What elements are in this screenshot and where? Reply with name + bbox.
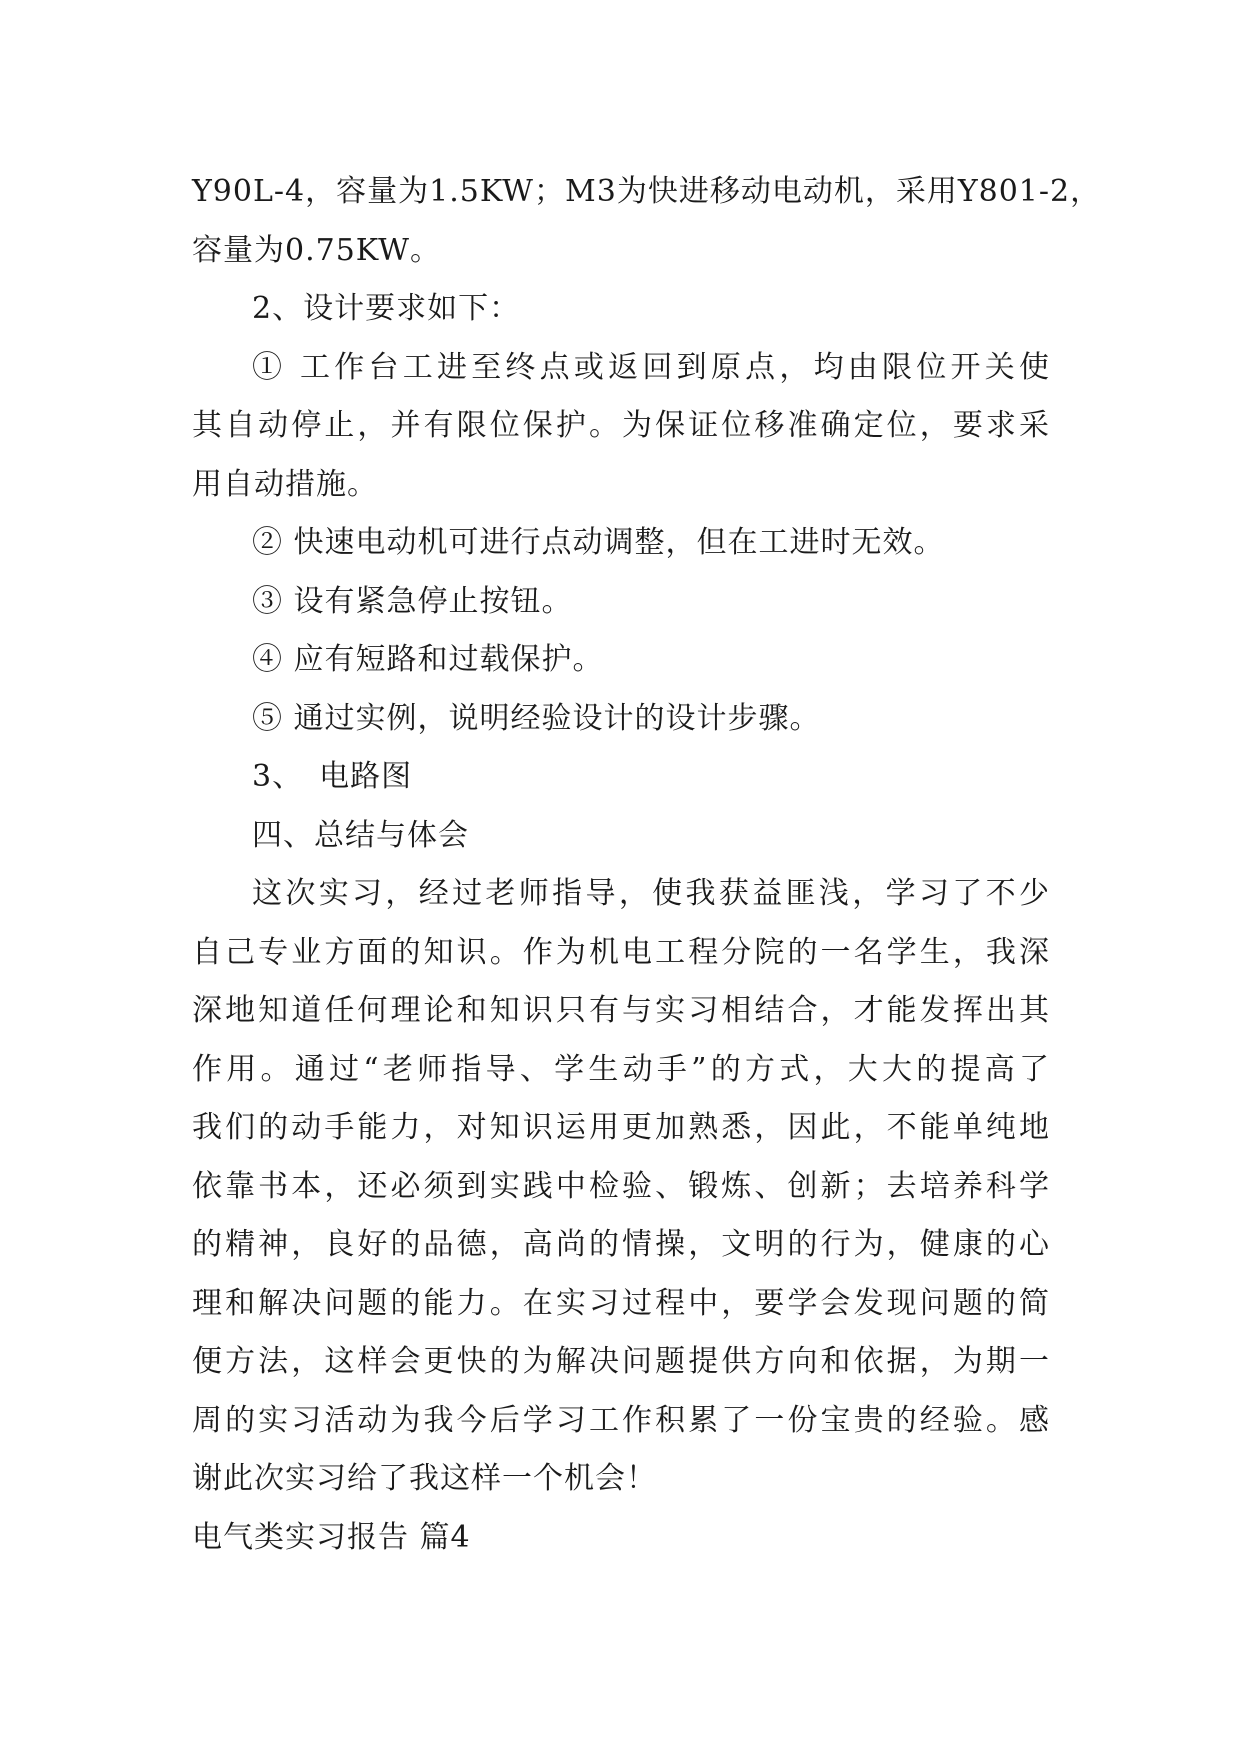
summary-line: 谢此次实习给了我这样一个机会！ bbox=[192, 1461, 657, 1496]
summary-line: 深地知道任何理论和知识只有与实习相结合，才能发挥出其 bbox=[192, 993, 1050, 1028]
document-page bbox=[192, 163, 1102, 1567]
heading-circuit-diagram: 3、 电路图 bbox=[252, 759, 413, 794]
summary-line: 这次实习，经过老师指导，使我获益匪浅，学习了不少 bbox=[252, 876, 1050, 911]
summary-line: 作用。通过“老师指导、学生动手”的方式，大大的提高了 bbox=[192, 1051, 1050, 1087]
summary-line: 理和解决问题的能力。在实习过程中，要学会发现问题的简 bbox=[192, 1285, 1050, 1321]
requirement-2: ② 快速电动机可进行点动调整，但在工进时无效。 bbox=[252, 525, 945, 560]
requirement-1-line: 其自动停止，并有限位保护。为保证位移准确定位，要求采 bbox=[192, 408, 1050, 443]
summary-line: 依靠书本，还必须到实践中检验、锻炼、创新；去培养科学 bbox=[192, 1168, 1050, 1204]
paragraph-line: 容量为0.75KW。 bbox=[192, 232, 441, 268]
paragraph-line: Y90L-4，容量为1.5KW；M3为快进移动电动机，采用Y801-2， bbox=[192, 174, 1102, 209]
requirement-3: ③ 设有紧急停止按钮。 bbox=[252, 583, 573, 619]
requirement-5: ⑤ 通过实例，说明经验设计的设计步骤。 bbox=[252, 700, 821, 736]
summary-line: 我们的动手能力，对知识运用更加熟悉，因此，不能单纯地 bbox=[192, 1110, 1050, 1145]
summary-line: 自己专业方面的知识。作为机电工程分院的一名学生，我深 bbox=[192, 934, 1050, 970]
heading-design-requirements: 2、设计要求如下： bbox=[252, 291, 521, 326]
summary-line: 周的实习活动为我今后学习工作积累了一份宝贵的经验。感 bbox=[192, 1402, 1050, 1438]
requirement-1-line: ① 工作台工进至终点或返回到原点，均由限位开关使 bbox=[252, 349, 1050, 385]
next-article-title: 电气类实习报告 篇4 bbox=[192, 1519, 471, 1555]
summary-line: 便方法，这样会更快的为解决问题提供方向和依据，为期一 bbox=[192, 1344, 1050, 1379]
requirement-1-line: 用自动措施。 bbox=[192, 466, 378, 502]
summary-line: 的精神，良好的品德，高尚的情操，文明的行为，健康的心 bbox=[192, 1227, 1050, 1262]
section-title-summary: 四、总结与体会 bbox=[252, 817, 469, 853]
requirement-4: ④ 应有短路和过载保护。 bbox=[252, 642, 604, 677]
